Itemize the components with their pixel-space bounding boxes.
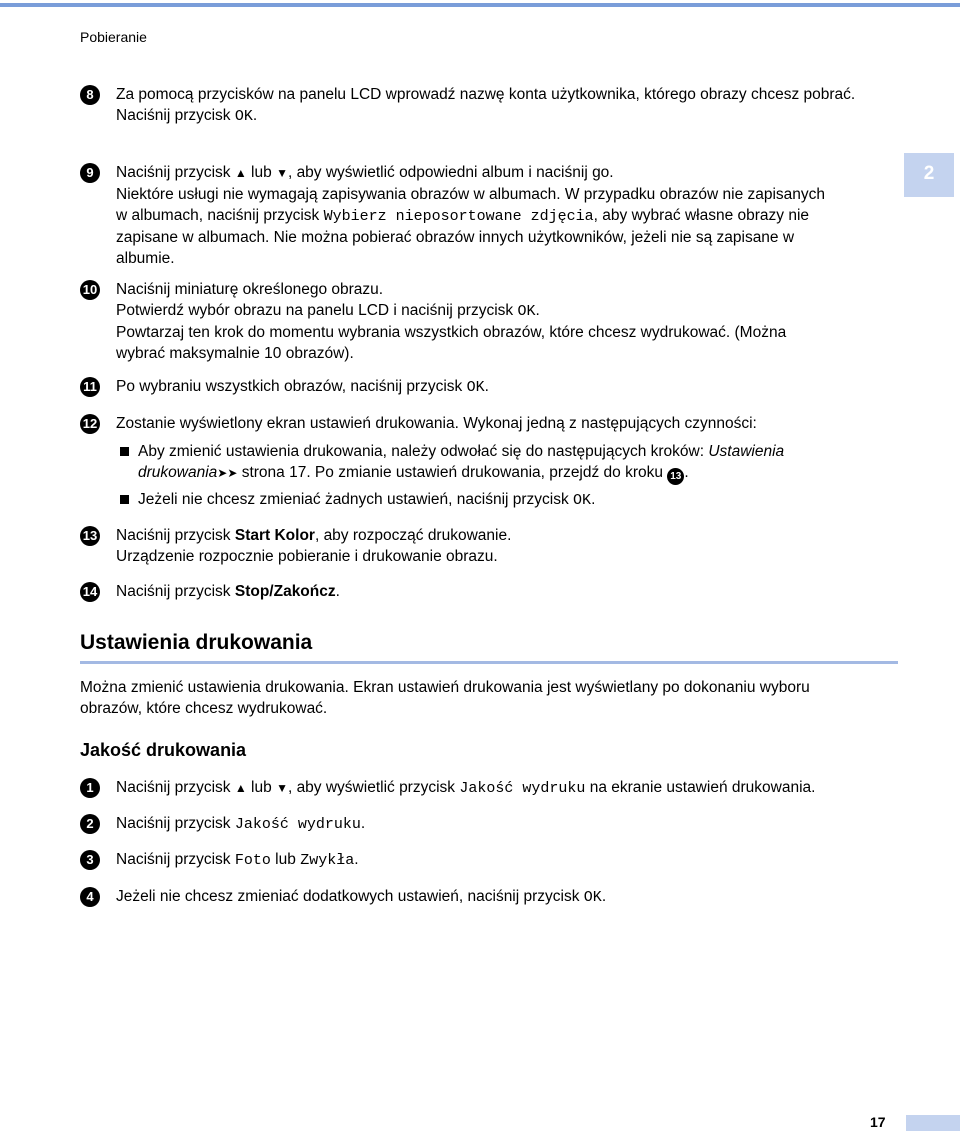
- quality-step-4: [80, 886, 900, 908]
- photo-code: Foto: [234, 852, 271, 869]
- step-13: [80, 525, 900, 567]
- step-badge: 3: [80, 850, 100, 870]
- bullet-text: Jeżeli nie chcesz zmieniać żadnych ustawień, naciśnij przycisk OK.: [138, 491, 596, 509]
- normal-code: Zwykła: [300, 852, 355, 869]
- quality-step-3: [80, 849, 900, 871]
- print-settings-link[interactable]: drukowania: [138, 464, 218, 481]
- step-11: [80, 376, 900, 398]
- print-quality-code: Jakość wydruku: [459, 780, 586, 797]
- step-10: [80, 279, 900, 364]
- step-badge: 13: [80, 526, 100, 546]
- step-text: w albumach, naciśnij przycisk Wybierz nieposortowane zdjęcia, aby wybrać własne obrazy nie: [116, 207, 810, 225]
- step-ref-badge: 13: [667, 468, 684, 485]
- step-text: Urządzenie rozpocznie pobieranie i drukowanie obrazu.: [116, 548, 498, 565]
- double-arrow-icon: ➤➤: [217, 466, 238, 480]
- bullet-text: drukowania➤➤ strona 17. Po zmianie ustawień drukowania, przejdź do kroku 13 .: [138, 462, 896, 485]
- step-badge: 14: [80, 582, 100, 602]
- ok-code: OK: [583, 889, 602, 906]
- chapter-tab: [904, 153, 954, 197]
- bullet-item-no-changes: [116, 489, 896, 511]
- step-text: Naciśnij przycisk Foto lub Zwykła.: [116, 851, 359, 869]
- step-text: Naciśnij przycisk OK.: [116, 107, 258, 125]
- step-14: [80, 581, 900, 602]
- section-intro: Można zmienić ustawienia drukowania. Ekran ustawień drukowania jest wyświetlany po dokonaniu wyboru obrazów, które chcesz wydrukować.: [80, 679, 810, 717]
- square-bullet-icon: [120, 495, 129, 504]
- step-badge: 11: [80, 377, 100, 397]
- step-text: Potwierdź wybór obrazu na panelu LCD i naciśnij przycisk OK.: [116, 302, 540, 320]
- step-text: Naciśnij przycisk Jakość wydruku.: [116, 815, 366, 833]
- chapter-number: 2: [923, 163, 935, 184]
- step-badge: 1: [80, 778, 100, 798]
- print-quality-code: Jakość wydruku: [234, 816, 361, 833]
- subsection-title: Jakość drukowania: [80, 740, 247, 760]
- start-color-label: Start Kolor: [234, 527, 315, 544]
- top-rule: [0, 3, 960, 7]
- step-text: zapisane w albumach. Nie można pobierać obrazów innych użytkowników, jeżeli nie są zapisane w: [116, 229, 795, 246]
- step-text: Zostanie wyświetlony ekran ustawień drukowania. Wykonaj jedną z następujących czynności:: [116, 415, 757, 432]
- running-header: Pobieranie: [80, 29, 147, 45]
- step-text: wybrać maksymalnie 10 obrazów).: [116, 345, 354, 362]
- bullet-text: Aby zmienić ustawienia drukowania, należy odwołać się do następujących kroków: Ustawienia: [138, 443, 785, 460]
- step-badge: 10: [80, 280, 100, 300]
- up-arrow-icon: ▲: [234, 781, 247, 795]
- ok-code: OK: [573, 492, 592, 509]
- stop-exit-label: Stop/Zakończ: [234, 583, 336, 600]
- quality-step-1: [80, 777, 900, 799]
- section-title: Ustawienia drukowania: [80, 631, 313, 654]
- step-badge: 12: [80, 414, 100, 434]
- step-text: Powtarzaj ten krok do momentu wybrania wszystkich obrazów, które chcesz wydrukować. (Można: [116, 324, 787, 341]
- step-8: [80, 84, 900, 127]
- step-badge: 8: [80, 85, 100, 105]
- page-number: 17: [870, 1114, 886, 1130]
- step-badge: 9: [80, 163, 100, 183]
- step-text: albumie.: [116, 250, 175, 267]
- ok-code: OK: [234, 108, 253, 125]
- step-12: [80, 413, 900, 434]
- quality-step-2: [80, 813, 900, 835]
- section-rule: [80, 661, 898, 664]
- step-badge: 4: [80, 887, 100, 907]
- step-text: Naciśnij przycisk ▲ lub ▼, aby wyświetlić przycisk Jakość wydruku na ekranie ustawień drukowania.: [116, 779, 816, 797]
- print-settings-link[interactable]: Ustawienia: [708, 443, 785, 460]
- step-text: Naciśnij miniaturę określonego obrazu.: [116, 281, 384, 298]
- ok-code: OK: [517, 303, 536, 320]
- bullet-item-print-settings: [116, 441, 896, 485]
- step-text: Po wybraniu wszystkich obrazów, naciśnij przycisk OK.: [116, 378, 489, 396]
- square-bullet-icon: [120, 447, 129, 456]
- page-tab: [906, 1115, 960, 1131]
- step-text: Niektóre usługi nie wymagają zapisywania obrazów w albumach. W przypadku obrazów nie zapisanych: [116, 186, 826, 203]
- down-arrow-icon: ▼: [276, 781, 288, 795]
- up-arrow-icon: ▲: [234, 166, 247, 180]
- unsorted-photos-code: Wybierz nieposortowane zdjęcia: [323, 208, 594, 225]
- step-text: Naciśnij przycisk ▲ lub ▼, aby wyświetlić odpowiedni album i naciśnij go.: [116, 164, 614, 181]
- step-text: Naciśnij przycisk Start Kolor, aby rozpocząć drukowanie.: [116, 527, 512, 544]
- ok-code: OK: [466, 379, 485, 396]
- step-badge: 2: [80, 814, 100, 834]
- step-text: Jeżeli nie chcesz zmieniać dodatkowych ustawień, naciśnij przycisk OK.: [116, 888, 607, 906]
- step-9: [80, 162, 900, 269]
- step-text: Za pomocą przycisków na panelu LCD wprowadź nazwę konta użytkownika, którego obrazy chcesz pobrać.: [116, 86, 856, 103]
- down-arrow-icon: ▼: [276, 166, 288, 180]
- step-text: Naciśnij przycisk Stop/Zakończ.: [116, 583, 340, 600]
